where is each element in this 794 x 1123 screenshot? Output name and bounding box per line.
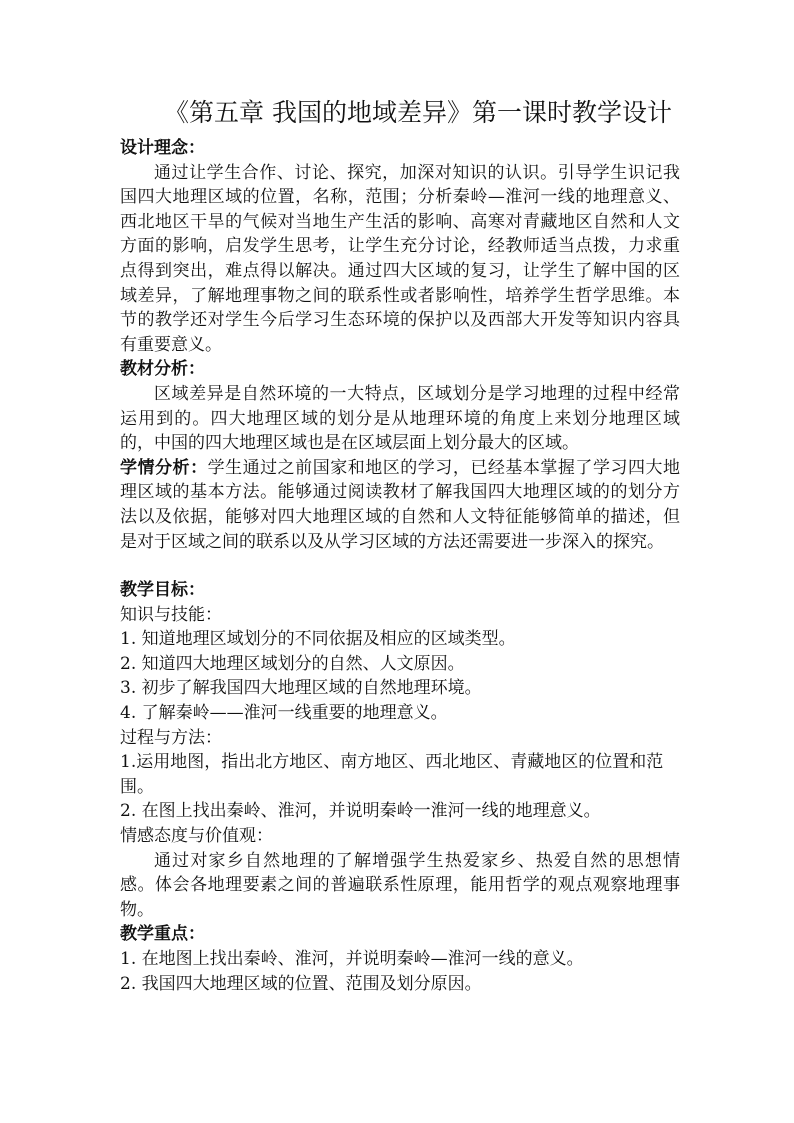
process-item-2: 2. 在图上找出秦岭、淮河，并说明秦岭一淮河一线的地理意义。 [120, 801, 601, 822]
knowledge-item-4: 4. 了解秦岭——淮河一线重要的地理意义。 [120, 703, 448, 724]
process-methods-heading: 过程与方法： [120, 727, 222, 748]
learner-analysis-paragraph [120, 456, 680, 554]
attitude-values-body: 通过对家乡自然地理的了解增强学生热爱家乡、热爱自然的思想情感。体会各地理要素之间的普遍联系性原理，能用哲学的观点观察地理事物。 [120, 850, 680, 920]
design-concept-heading: 设计理念： [120, 138, 205, 158]
key-points-heading: 教学重点： [120, 924, 205, 945]
knowledge-skills-heading: 知识与技能： [120, 604, 222, 625]
key-point-item-2: 2. 我国四大地理区域的位置、范围及划分原因。 [120, 973, 482, 994]
document-title: 《第五章 我国的地域差异》第一课时教学设计 [164, 98, 672, 127]
key-point-item-1: 1. 在地图上找出秦岭、淮河，并说明秦岭—淮河一线的意义。 [120, 949, 584, 969]
learner-analysis-body: 学生通过之前国家和地区的学习，已经基本掌握了学习四大地理区域的基本方法。能够通过阅读教材了解我国四大地理区域的的划分方法以及依据，能够对四大地理区域的自然和人文特征能够简单的描述，但是对于区域之间的联系以及从学习区域的方法还需要进一步深入的探究。 [120, 457, 681, 552]
knowledge-item-3: 3. 初步了解我国四大地理区域的自然地理环境。 [120, 678, 482, 699]
textbook-analysis-body: 区域差异是自然环境的一大特点，区域划分是学习地理的过程中经常运用到的。四大地理区域的划分是从地理环境的角度上来划分地理区域的，中国的四大地理区域也是在区域层面上划分最大的区域。 [120, 383, 680, 454]
blank-line [120, 554, 680, 578]
process-item-1: 1.运用地图，指出北方地区、南方地区、西北地区、青藏地区的位置和范围。 [120, 752, 664, 797]
design-concept-body: 通过让学生合作、讨论、探究，加深对知识的认识。引导学生识记我国四大地理区域的位置，名称，范围；分析秦岭—淮河一线的地理意义、西北地区干旱的气候对当地生产生活的影响、高寒对青藏地区自然和人文方面的影响，启发学生思考，让学生充分讨论，经教师适当点拨，力求重点得到突出，难点得以解决。通过四大区域的复习，让学生了解中国的区域差异，了解地理事物之间的联系性或者影响性，培养学生哲学思维。本节的教学还对学生今后学习生态环境的保护以及西部大开发等知识内容具有重要意义。 [120, 162, 680, 355]
learner-analysis-heading: 学情分析： [120, 457, 208, 478]
document-page [120, 94, 680, 996]
knowledge-item-1: 1. 知道地理区域划分的不同依据及相应的区域类型。 [120, 629, 516, 650]
knowledge-item-2: 2. 知道四大地理区域划分的自然、人文原因。 [120, 653, 465, 674]
attitude-values-heading: 情感态度与价值观： [120, 826, 273, 847]
textbook-analysis-heading: 教材分析： [120, 359, 205, 380]
objectives-heading: 教学目标： [120, 580, 205, 601]
